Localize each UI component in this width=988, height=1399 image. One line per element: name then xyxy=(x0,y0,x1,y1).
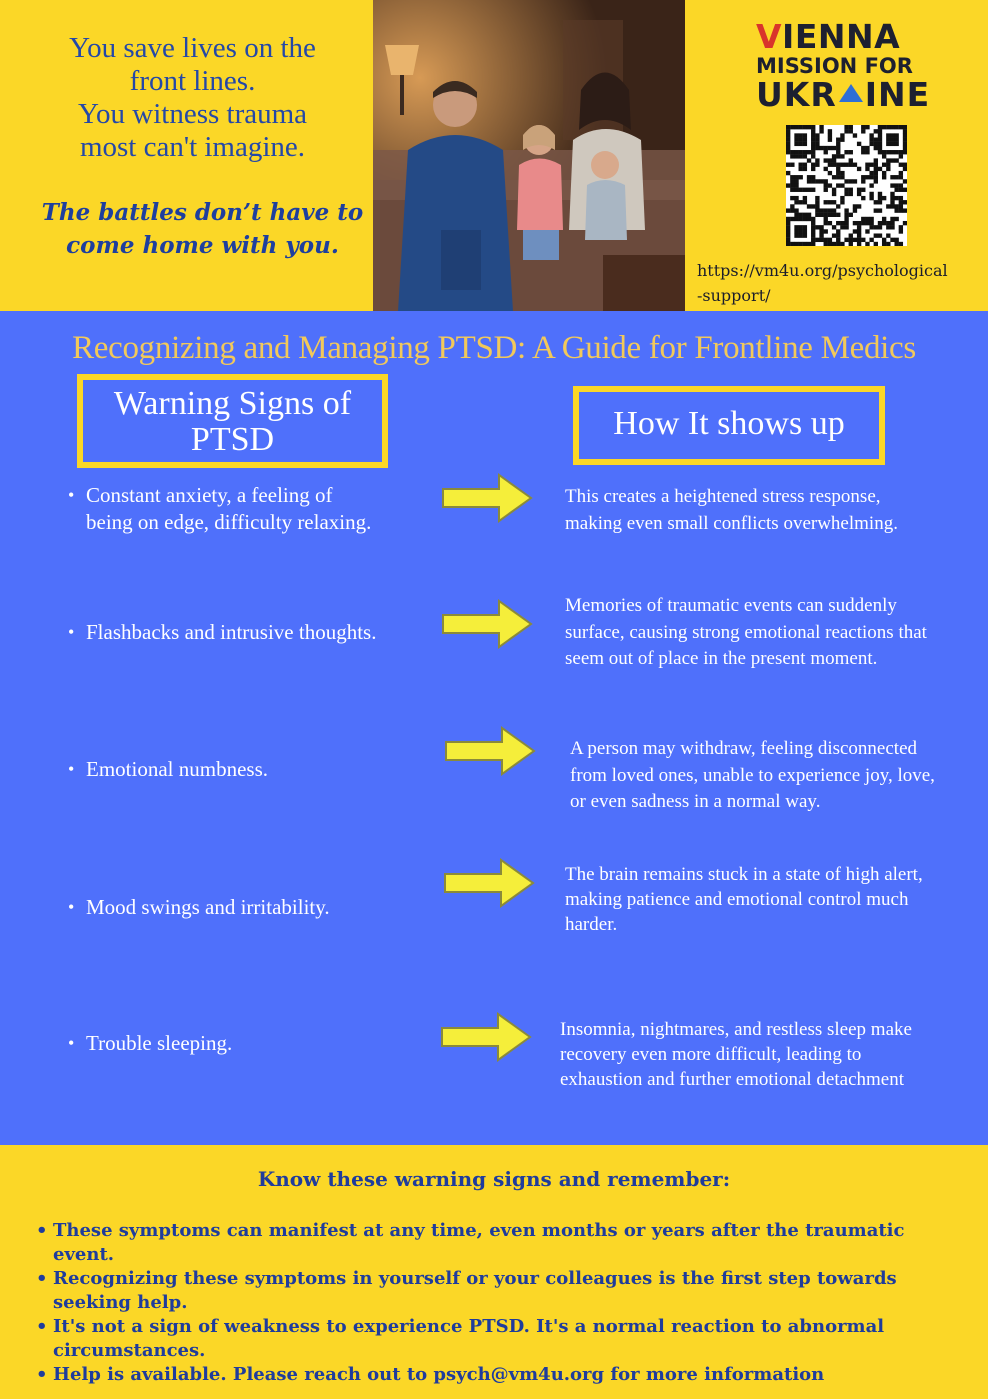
desc-line: making even small conflicts overwhelming. xyxy=(565,512,898,534)
logo-ienna: IENNA xyxy=(782,17,901,56)
warning-sign-item xyxy=(68,482,428,536)
guide-title: Recognizing and Managing PTSD: A Guide for Frontline Medics xyxy=(72,330,916,366)
logo-ine: INE xyxy=(864,75,931,114)
sign-line: • Mood swings and irritability. xyxy=(86,895,330,919)
desc-line: Insomnia, nightmares, and restless sleep make xyxy=(560,1019,912,1040)
family-photo xyxy=(373,0,685,311)
warning-sign-item xyxy=(68,1030,428,1057)
desc-line: Memories of traumatic events can suddenly xyxy=(565,595,897,616)
arrow-right-icon xyxy=(444,726,536,776)
desc-line: The brain remains stuck in a state of high alert, xyxy=(565,864,923,885)
logo-v: V xyxy=(756,17,783,56)
desc-line: surface, causing strong emotional reactions that xyxy=(565,621,927,643)
warning-signs-heading xyxy=(77,374,388,468)
url-line: -support/ xyxy=(697,286,771,305)
desc-line: or even sadness in a normal way. xyxy=(570,791,821,812)
url-line: https://vm4u.org/psychological xyxy=(697,261,948,280)
reminder-item: • Recognizing these symptoms in yourself or your colleagues is the first step towards seeking help. xyxy=(36,1267,971,1315)
logo-ukr: UKR xyxy=(756,75,837,114)
arrow-right-icon xyxy=(443,858,535,908)
vienna-mission-logo xyxy=(756,19,956,112)
intro-line: You save lives on the xyxy=(69,32,316,64)
header xyxy=(0,0,988,311)
footer-section xyxy=(0,1145,988,1399)
family-photo-illustration xyxy=(373,0,685,311)
main-section xyxy=(0,311,988,1145)
heading-line: Warning Signs of xyxy=(113,385,352,422)
warning-sign-item xyxy=(68,894,428,921)
symptom-description xyxy=(565,862,985,937)
qr-code-icon xyxy=(786,125,907,246)
warning-sign-item xyxy=(68,756,428,783)
intro-line: most can't imagine. xyxy=(79,131,306,163)
sign-line: • Emotional numbness. xyxy=(86,757,268,781)
desc-line: recovery even more difficult, leading to xyxy=(560,1044,862,1065)
qr-code[interactable] xyxy=(786,125,907,246)
sign-line: • Trouble sleeping. xyxy=(86,1031,233,1055)
warning-sign-item xyxy=(68,619,428,646)
tagline-line: The battles don’t have to xyxy=(41,199,364,226)
intro-line: You witness trauma xyxy=(77,98,308,130)
intro-text xyxy=(30,32,355,164)
tagline-line: come home with you. xyxy=(66,232,339,259)
intro-line: front lines. xyxy=(129,65,256,97)
sign-line: • Constant anxiety, a feeling of xyxy=(86,483,333,507)
arrow-right-icon xyxy=(441,599,533,649)
support-url[interactable] xyxy=(697,258,987,308)
desc-line: making patience and emotional control much xyxy=(565,889,909,910)
desc-line: from loved ones, unable to experience joy, love, xyxy=(570,764,935,786)
heading-line: PTSD xyxy=(190,421,275,458)
reminder-item: • These symptoms can manifest at any time, even months or years after the traumatic event. xyxy=(36,1219,971,1267)
reminder-item: • It's not a sign of weakness to experience PTSD. It's a normal reaction to abnormal circumstances. xyxy=(36,1315,971,1363)
symptom-description xyxy=(560,1017,985,1092)
logo-line-3 xyxy=(756,75,956,114)
logo-triangle-icon xyxy=(839,84,863,102)
sign-line: • Flashbacks and intrusive thoughts. xyxy=(86,620,377,644)
heading-line: How It shows up xyxy=(613,405,845,442)
desc-line: harder. xyxy=(565,914,618,935)
symptom-description xyxy=(565,593,988,673)
desc-line: This creates a heightened stress response, xyxy=(565,486,881,507)
symptom-description xyxy=(565,484,985,537)
desc-line: exhaustion and further emotional detachment xyxy=(560,1069,904,1090)
desc-line: seem out of place in the present moment. xyxy=(565,648,878,669)
arrow-right-icon xyxy=(440,1012,532,1062)
sign-line: being on edge, difficulty relaxing. xyxy=(86,510,372,534)
how-it-shows-up-heading xyxy=(573,386,885,465)
reminder-item: • Help is available. Please reach out to psych@vm4u.org for more information xyxy=(36,1363,971,1387)
reminder-list xyxy=(36,1219,971,1387)
logo-line-2: MISSION FOR xyxy=(756,54,913,78)
symptom-description xyxy=(570,736,985,816)
desc-line: A person may withdraw, feeling disconnected xyxy=(570,738,918,759)
footer-title: Know these warning signs and remember: xyxy=(257,1167,731,1191)
logo-line-1 xyxy=(756,19,956,55)
tagline xyxy=(30,196,375,262)
arrow-right-icon xyxy=(441,473,533,523)
